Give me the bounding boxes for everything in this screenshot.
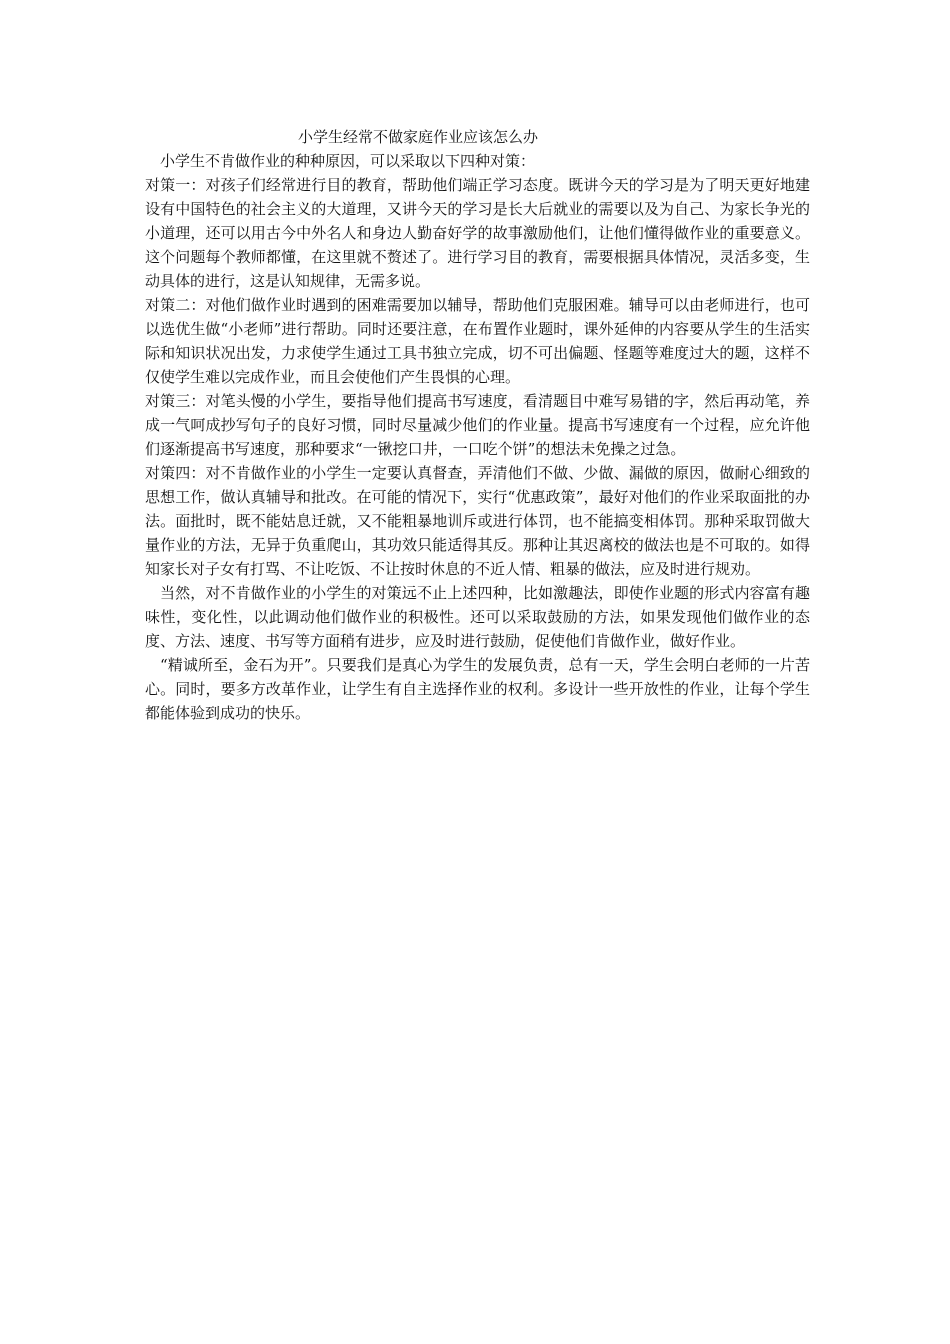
conclusion-paragraph: “精诚所至，金石为开”。只要我们是真心为学生的发展负责，总有一天，学生会明白老师的一片苦心。同时，要多方改革作业，让学生有自主选择作业的权利。多设计一些开放性的作业，让每个学生都能体验到成功的快乐。: [145, 656, 810, 722]
document-title: 小学生经常不做家庭作业应该怎么办: [298, 128, 539, 146]
supplement-paragraph: 当然，对不肯做作业的小学生的对策远不止上述四种，比如激趣法，即使作业题的形式内容富有趣味性，变化性，以此调动他们做作业的积极性。还可以采取鼓励的方法，如果发现他们做作业的态度、方法、速度、书写等方面稍有进步，应及时进行鼓励，促使他们肯做作业，做好作业。: [145, 584, 810, 650]
strategy-three-paragraph: 对策三：对笔头慢的小学生，要指导他们提高书写速度，看清题目中难写易错的字，然后再动笔，养成一气呵成抄写句子的良好习惯，同时尽量减少他们的作业量。提高书写速度有一个过程，应允许他们逐渐提高书写速度，那种要求“一锹挖口井，一口吃个饼”的想法未免操之过急。: [145, 392, 810, 458]
document-body: [145, 125, 810, 725]
strategy-two-paragraph: 对策二：对他们做作业时遇到的困难需要加以辅导，帮助他们克服困难。辅导可以由老师进行，也可以选优生做“小老师”进行帮助。同时还要注意，在布置作业题时，课外延伸的内容要从学生的生活实际和知识状况出发，力求使学生通过工具书独立完成，切不可出偏题、怪题等难度过大的题，这样不仅使学生难以完成作业，而且会使他们产生畏惧的心理。: [145, 296, 810, 386]
strategy-four-paragraph: 对策四：对不肯做作业的小学生一定要认真督查，弄清他们不做、少做、漏做的原因，做耐心细致的思想工作，做认真辅导和批改。在可能的情况下，实行“优惠政策”，最好对他们的作业采取面批的办法。面批时，既不能姑息迁就，又不能粗暴地训斥或进行体罚，也不能搞变相体罚。那种采取罚做大量作业的方法，无异于负重爬山，其功效只能适得其反。那种让其迟离校的做法也是不可取的。如得知家长对子女有打骂、不让吃饭、不让按时休息的不近人情、粗暴的做法，应及时进行规劝。: [145, 464, 810, 578]
strategy-one-paragraph: 对策一：对孩子们经常进行目的教育，帮助他们端正学习态度。既讲今天的学习是为了明天更好地建设有中国特色的社会主义的大道理，又讲今天的学习是长大后就业的需要以及为自己、为家长争光的小道理，还可以用古今中外名人和身边人勤奋好学的故事激励他们，让他们懂得做作业的重要意义。这个问题每个教师都懂，在这里就不赘述了。进行学习目的教育，需要根据具体情况，灵活多变，生动具体的进行，这是认知规律，无需多说。: [145, 176, 810, 290]
intro-paragraph: 小学生不肯做作业的种种原因，可以采取以下四种对策：: [160, 152, 536, 170]
